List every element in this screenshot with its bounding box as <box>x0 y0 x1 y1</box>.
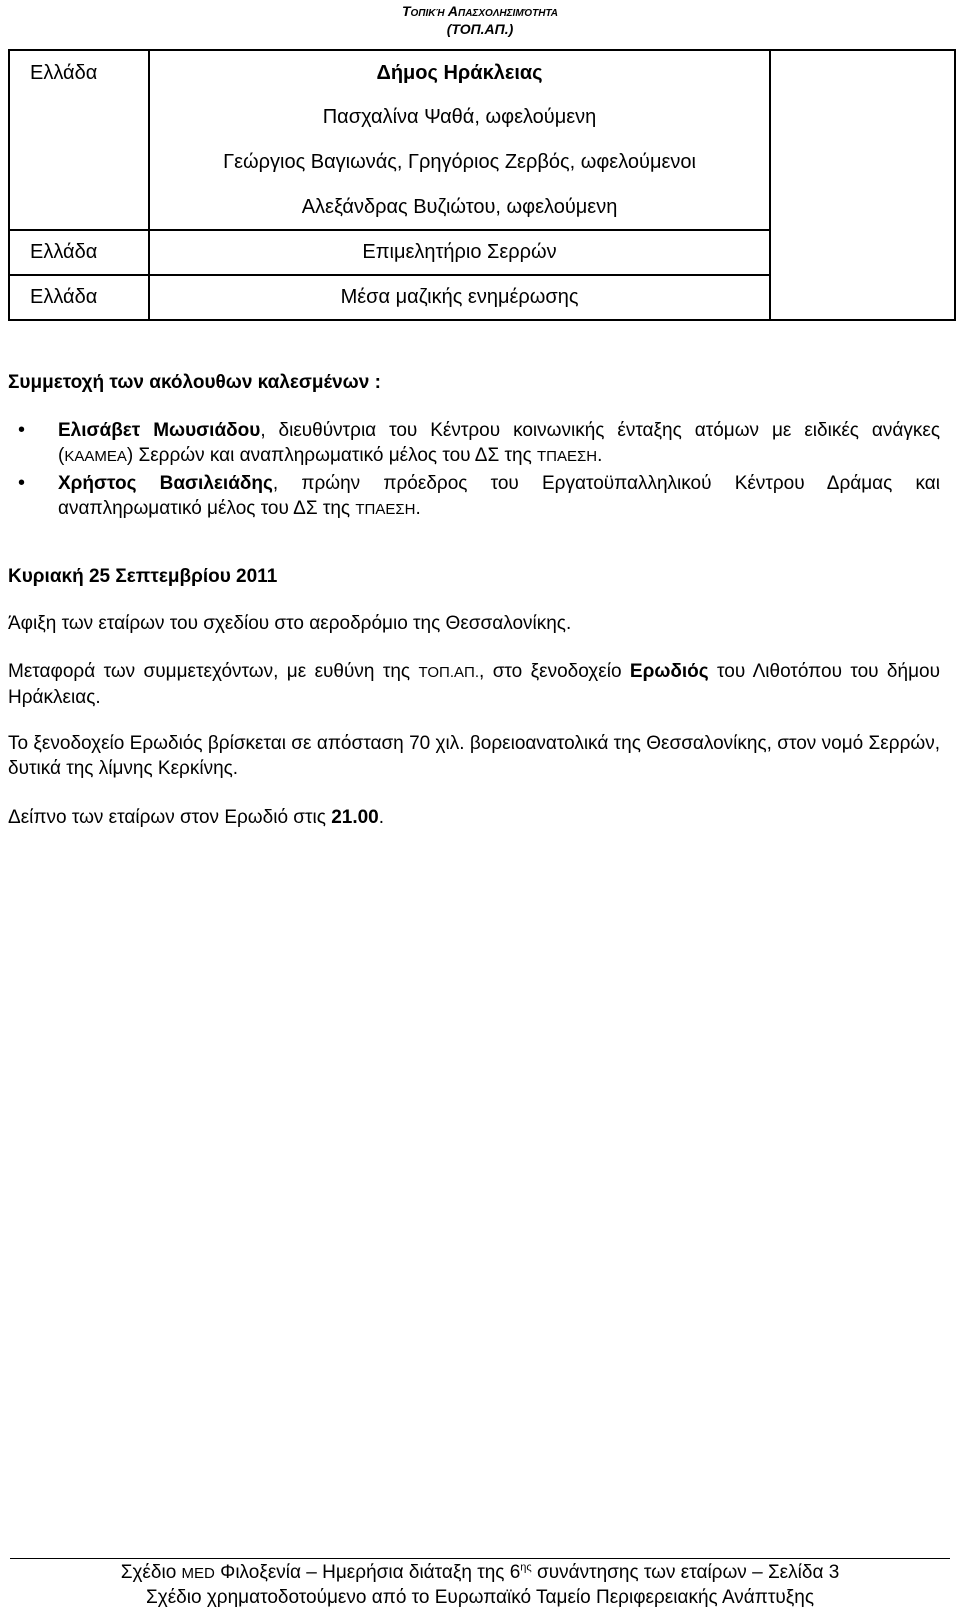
bullet-icon: • <box>18 419 26 441</box>
paragraph-text: , στο ξενοδοχείο <box>479 661 630 682</box>
guest-text: . <box>597 445 603 466</box>
paragraph-text: Δείπνο των εταίρων στον Ερωδιό στις <box>8 807 332 828</box>
abbreviation: ΔΣ <box>474 445 500 466</box>
abbreviation: ΤΟΠ.ΑΠ. <box>418 664 480 681</box>
abbreviation: ΔΣ <box>293 498 318 519</box>
paragraph-text: του Λιθοτόπου του δήμου Ηράκλειας. <box>8 661 940 708</box>
guest-name: Χρήστος Βασιλειάδης <box>58 473 273 494</box>
abbreviation: ΤΠΑΕΣΗ <box>537 448 598 465</box>
guests-heading: Συμμετοχή των ακόλουθων καλεσμένων : <box>8 372 381 393</box>
header-subtitle: (ΤΟΠ.ΑΠ.) <box>446 21 514 37</box>
participants-table <box>8 49 956 321</box>
dinner-time: 21.00 <box>331 807 379 828</box>
country-cell: Ελλάδα <box>9 275 149 320</box>
page-footer <box>0 1561 960 1610</box>
guests-list <box>8 418 940 524</box>
abbreviation: ΚΑΑΜΕΑ <box>64 448 127 465</box>
guest-text: , πρώην πρόεδρος του Εργατοϋπαλληλικού Κέντρου Δράμας και αναπληρωματικό μέλος του <box>58 473 940 519</box>
participant-cell: Πασχαλίνα Ψαθά, ωφελούμενη <box>149 95 771 140</box>
paragraph-text: . <box>378 807 385 828</box>
footer-text: Σχέδιο <box>120 1562 182 1583</box>
footer-line-2: Σχέδιο χρηματοδοτούμενο από το Ευρωπαϊκό Ταμείο Περιφερειακής Ανάπτυξης <box>145 1587 814 1608</box>
country-cell <box>9 185 149 230</box>
page-number: – Σελίδα 3 <box>752 1562 840 1583</box>
guest-text: . <box>415 498 421 519</box>
page-header <box>0 0 960 38</box>
participant-cell: Επιμελητήριο Σερρών <box>149 230 771 275</box>
participant-cell: Αλεξάνδρας Βυζιώτου, ωφελούμενη <box>149 185 771 230</box>
participant-cell: Μέσα μαζικής ενημέρωσης <box>149 275 771 320</box>
country-cell: Ελλάδα <box>9 50 149 95</box>
arrival-paragraph: Άφιξη των εταίρων του σχεδίου στο αεροδρόμιο της Θεσσαλονίκης. <box>8 613 572 634</box>
footer-text: MED <box>181 1565 215 1582</box>
participant-cell: Δήμος Ηράκλειας <box>149 50 771 95</box>
guest-text: της <box>499 445 538 466</box>
abbreviation: ΤΠΑΕΣΗ <box>355 501 416 518</box>
list-item <box>8 418 940 469</box>
footer-text: Φιλοξενία – Ημερήσια διάταξη της 6 <box>214 1562 521 1583</box>
country-cell <box>9 140 149 185</box>
header-title: Τοπική Απασχολησιμότητα <box>401 3 559 19</box>
guest-text: ) Σερρών και αναπληρωματικό μέλος του <box>126 445 475 466</box>
country-cell: Ελλάδα <box>9 230 149 275</box>
guest-name: Ελισάβετ Μωυσιάδου <box>58 420 261 441</box>
footer-text: συνάντησης των εταίρων <box>531 1562 753 1583</box>
table-row <box>9 50 955 95</box>
dinner-paragraph <box>8 805 940 830</box>
guest-text: , διευθύντρια του Κέντρου κοινωνικής ένταξης ατόμων με ειδικές ανάγκες ( <box>58 420 940 466</box>
bullet-icon: • <box>18 472 26 494</box>
footer-divider <box>10 1558 950 1559</box>
hotel-name: Ερωδιός <box>629 661 709 682</box>
footer-line-1 <box>0 1561 960 1586</box>
transfer-paragraph <box>8 659 940 710</box>
participant-cell: Γεώργιος Βαγιωνάς, Γρηγόριος Ζερβός, ωφελούμενοι <box>149 140 771 185</box>
footer-superscript: ης <box>520 1561 532 1574</box>
hotel-location-paragraph: Το ξενοδοχείο Ερωδιός βρίσκεται σε απόσταση 70 χιλ. βορειοανατολικά της Θεσσαλονίκης, στον νομό Σερρών, δυτικά της λίμνης Κερκίνης. <box>8 733 940 779</box>
paragraph-text: Μεταφορά των συμμετεχόντων, με ευθύνη της <box>8 661 419 682</box>
list-item <box>8 471 940 522</box>
guest-text: της <box>317 498 356 519</box>
country-cell <box>9 95 149 140</box>
empty-cell <box>770 50 955 320</box>
date-heading: Κυριακή 25 Σεπτεμβρίου 2011 <box>8 566 278 587</box>
